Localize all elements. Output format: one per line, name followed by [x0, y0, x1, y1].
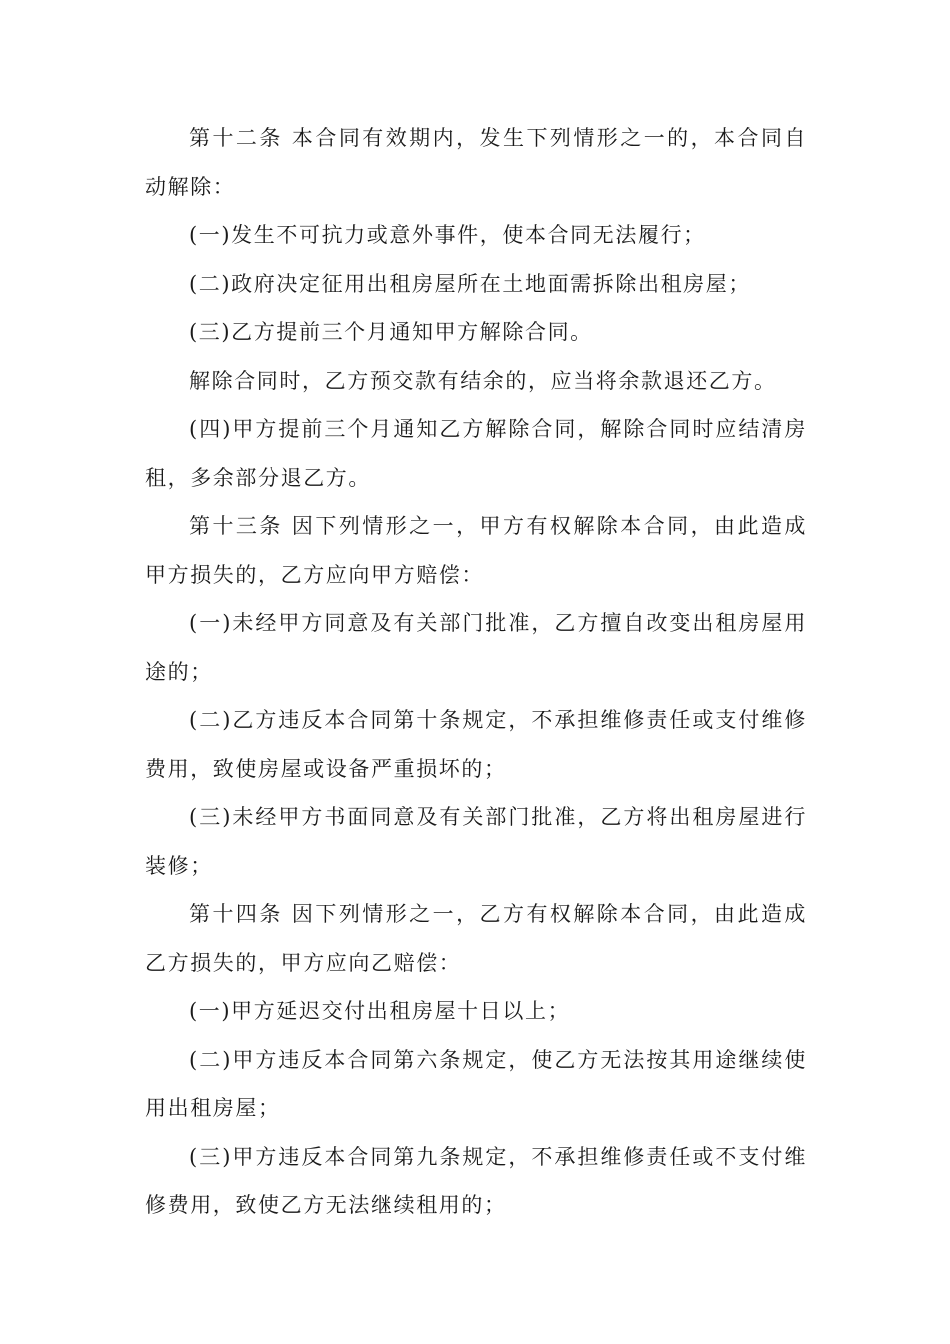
document-body	[145, 114, 807, 1230]
clause-12-heading: 第十二条 本合同有效期内，发生下列情形之一的，本合同自动解除：	[145, 126, 807, 199]
clause-13-item-2: (二)乙方违反本合同第十条规定，不承担维修责任或支付维修费用，致使房屋或设备严重损坏的；	[145, 708, 807, 781]
clause-12-refund-note: 解除合同时，乙方预交款有结余的，应当将余款退还乙方。	[189, 368, 777, 393]
clause-14-item-2: (二)甲方违反本合同第六条规定，使乙方无法按其用途继续使用出租房屋；	[145, 1047, 807, 1120]
clause-12-item-2: (二)政府决定征用出租房屋所在土地面需拆除出租房屋；	[189, 271, 751, 296]
clause-12-item-3: (三)乙方提前三个月通知甲方解除合同。	[189, 320, 593, 344]
clause-12-item-4: (四)甲方提前三个月通知乙方解除合同，解除合同时应结清房租，多余部分退乙方。	[145, 417, 807, 490]
clause-14-heading: 第十四条 因下列情形之一，乙方有权解除本合同，由此造成乙方损失的，甲方应向乙赔偿：	[145, 902, 807, 975]
clause-13-item-3: (三)未经甲方书面同意及有关部门批准，乙方将出租房屋进行装修；	[145, 805, 807, 878]
clause-14-item-1: (一)甲方延迟交付出租房屋十日以上；	[189, 999, 571, 1023]
clause-12-item-1: (一)发生不可抗力或意外事件，使本合同无法履行；	[189, 223, 706, 247]
clause-13-item-1: (一)未经甲方同意及有关部门批准，乙方擅自改变出租房屋用途的；	[145, 611, 807, 684]
clause-13-heading: 第十三条 因下列情形之一，甲方有权解除本合同，由此造成甲方损失的，乙方应向甲方赔偿：	[145, 514, 807, 587]
clause-14-item-3: (三)甲方违反本合同第九条规定，不承担维修责任或不支付维修费用，致使乙方无法继续租用的；	[145, 1144, 807, 1217]
